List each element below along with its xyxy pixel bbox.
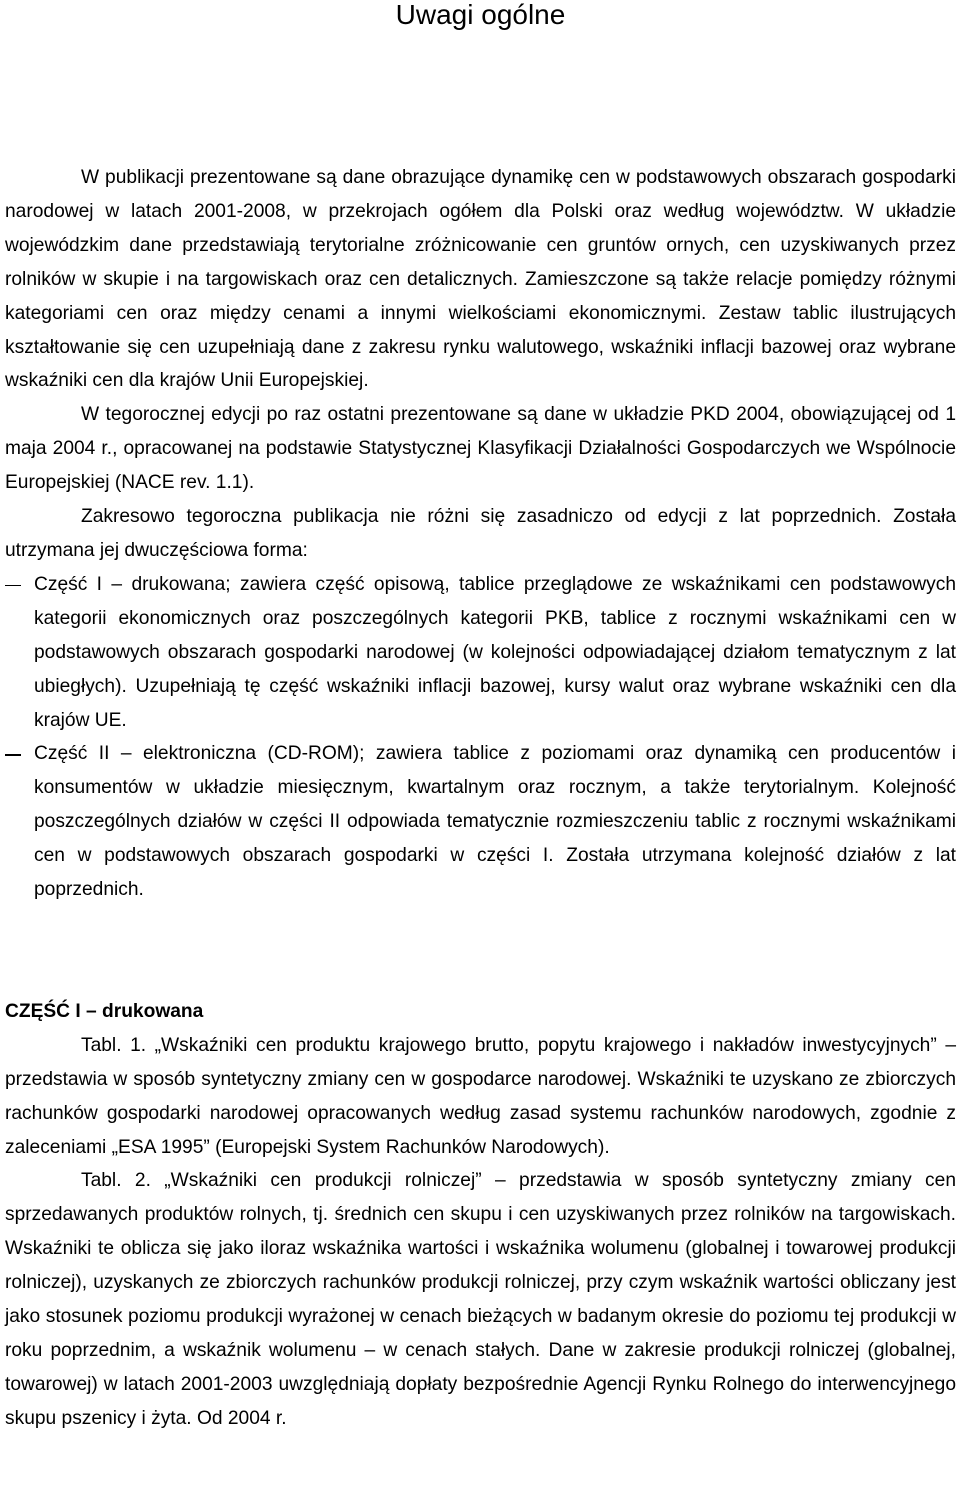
intro-paragraph-1: W publikacji prezentowane są dane obrazujące dynamikę cen w podstawowych obszarach gospodarki narodowej w latach 2001-2008, w przekrojach ogółem dla Polski oraz według województw. W układzie wojewódzkim dane przedstawiają terytorialne zróżnicowanie cen gruntów ornych, cen uzyskiwanych przez rolników w skupie i na targowiskach oraz cen detalicznych. Zamieszczone są także relacje pomiędzy różnymi kategoriami cen oraz między cenami a innymi wielkościami ekonomicznymi. Zestaw tablic ilustrujących kształtowanie się cen uzupełniają dane z zakresu rynku walutowego, wskaźniki inflacji bazowej oraz wybrane wskaźniki cen dla krajów Unii Europejskiej. — [5, 167, 956, 392]
document-page — [5, 0, 956, 1436]
parts-list — [5, 568, 956, 907]
list-item — [5, 568, 956, 738]
intro-paragraph-3: Zakresowo tegoroczna publikacja nie różni się zasadniczo od edycji z lat poprzednich. Została utrzymana jej dwuczęściowa forma: — [5, 506, 956, 561]
section-paragraph-2: Tabl. 2. „Wskaźniki cen produkcji rolniczej” – przedstawia w sposób syntetyczny zmiany cen sprzedawanych produktów rolnych, tj. średnich cen skupu i cen uzyskiwanych przez rolników na targowiskach. Wskaźniki te oblicza się jako iloraz wskaźnika wartości i wskaźnika wolumenu (globalnej i towarowej produkcji rolniczej), uzyskanych ze zbiorczych rachunków produkcji rolniczej, przy czym wskaźnik wartości obliczany jest jako stosunek poziomu produkcji wyrażonej w cenach bieżących w badanym okresie do poziomu tej produkcji w roku poprzednim, a wskaźnik wolumenu – w cenach stałych. Dane w zakresie produkcji rolniczej (globalnej, towarowej) w latach 2001-2003 uwzględniają dopłaty bezpośrednie Agencji Rynku Rolnego do interwencyjnego skupu pszenicy i żyta. Od 2004 r. — [5, 1170, 956, 1429]
list-item — [5, 737, 956, 907]
section-paragraph-1: Tabl. 1. „Wskaźniki cen produktu krajowego brutto, popytu krajowego i nakładów inwestycyjnych” – przedstawia w sposób syntetyczny zmiany cen w gospodarce narodowej. Wskaźniki te uzyskano ze zbiorczych rachunków gospodarki narodowej opracowanych według zasad systemu rachunków narodowych, zgodnie z zaleceniami „ESA 1995” (Europejski System Rachunków Narodowych). — [5, 1034, 956, 1158]
page-title: Uwagi ogólne — [395, 0, 566, 30]
section-heading: CZĘŚĆ I – drukowana — [5, 1000, 204, 1022]
list-item-text: Część I – drukowana; zawiera część opisową, tablice przeglądowe ze wskaźnikami cen podstawowych kategorii ekonomicznych oraz poszczególnych kategorii PKB, tablice z rocznymi wskaźnikami cen w podstawowych obszarach gospodarki narodowej (w kolejności odpowiadającej działom tematycznym z lat ubiegłych). Uzupełniają tę część wskaźniki inflacji bazowej, kursy walut oraz wybrane wskaźniki cen dla krajów UE. — [34, 573, 956, 731]
intro-paragraph-2: W tegorocznej edycji po raz ostatni prezentowane są dane w układzie PKD 2004, obowiązującej od 1 maja 2004 r., opracowanej na podstawie Statystycznej Klasyfikacji Działalności Gospodarczych we Wspólnocie Europejskiej (NACE rev. 1.1). — [5, 404, 956, 494]
list-item-text: Część II – elektroniczna (CD-ROM); zawiera tablice z poziomami oraz dynamiką cen producentów i konsumentów w układzie miesięcznym, kwartalnym oraz rocznym, a także terytorialnym. Kolejność poszczególnych działów w części II odpowiada tematycznie rozmieszczeniu tablic z rocznymi wskaźnikami cen w podstawowych obszarach gospodarki w części I. Została utrzymana kolejność działów z lat poprzednich. — [34, 743, 956, 901]
